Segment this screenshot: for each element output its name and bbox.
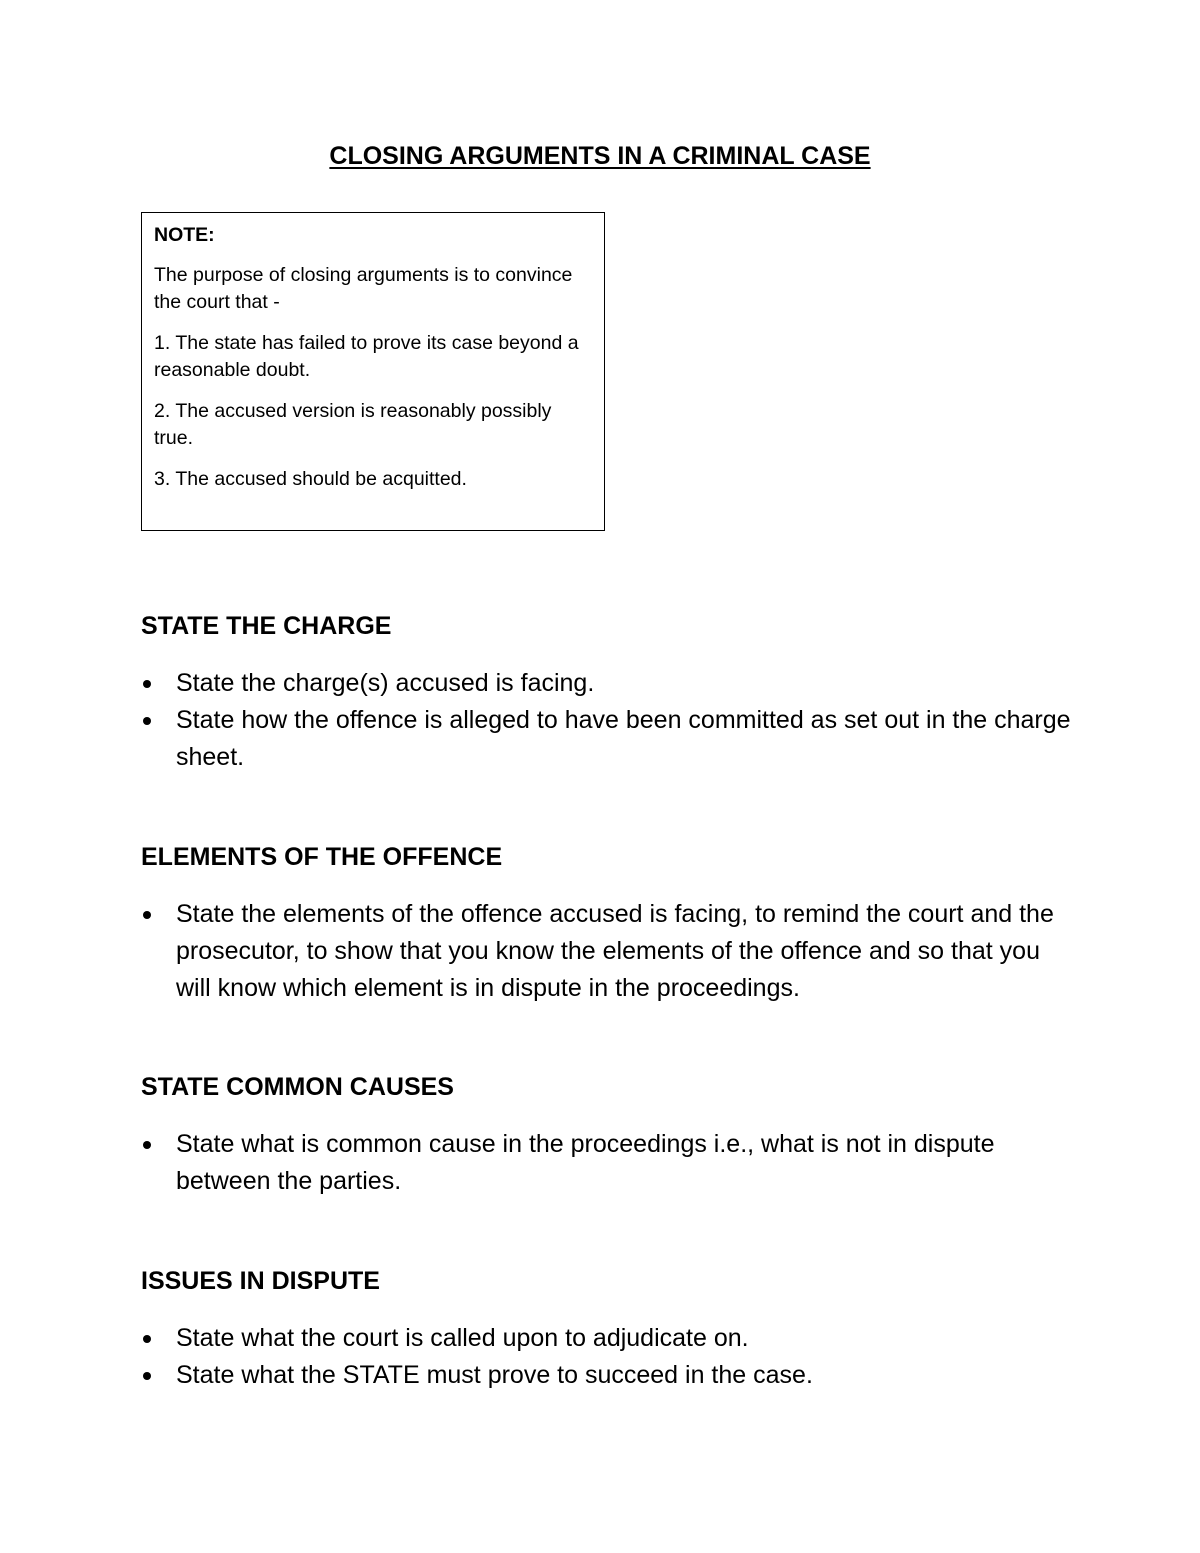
bullet-icon [143, 680, 151, 688]
bullet-icon [143, 1141, 151, 1149]
section-heading: STATE COMMON CAUSES [141, 1073, 454, 1101]
page-title: CLOSING ARGUMENTS IN A CRIMINAL CASE [329, 142, 871, 170]
section-heading: STATE THE CHARGE [141, 612, 392, 640]
note-point-2: 2. The accused version is reasonably possibly true. [154, 400, 552, 449]
bullet-list [141, 665, 1081, 776]
list-item-text: State the charge(s) accused is facing. [176, 669, 595, 697]
bullet-icon [143, 1335, 151, 1343]
list-item [141, 1357, 1081, 1394]
list-item-text: State how the offence is alleged to have been committed as set out in the charge sheet. [176, 706, 1071, 771]
section-issues-in-dispute [141, 1266, 1081, 1394]
note-paragraph-intro: The purpose of closing arguments is to convince the court that - [154, 264, 573, 313]
note-point-1: 1. The state has failed to prove its case beyond a reasonable doubt. [154, 332, 579, 381]
bullet-list [141, 1126, 1081, 1200]
list-item-text: State the elements of the offence accused is facing, to remind the court and the prosecutor, to show that you know the elements of the offence and so that you will know which element is in dispute in the proceedings. [176, 900, 1054, 1002]
bullet-list [141, 1320, 1081, 1394]
bullet-icon [143, 717, 151, 725]
note-point-3: 3. The accused should be acquitted. [154, 468, 467, 490]
section-heading: ISSUES IN DISPUTE [141, 1267, 380, 1295]
section-elements-of-the-offence [141, 842, 1081, 1007]
section-state-the-charge [141, 611, 1081, 776]
section-heading: ELEMENTS OF THE OFFENCE [141, 843, 503, 871]
bullet-icon [143, 911, 151, 919]
list-item [141, 1126, 1081, 1200]
list-item [141, 702, 1081, 776]
list-item [141, 1320, 1081, 1357]
note-heading: NOTE: [154, 224, 215, 246]
list-item-text: State what is common cause in the proceedings i.e., what is not in dispute between the parties. [176, 1130, 995, 1195]
list-item [141, 896, 1081, 1007]
list-item [141, 665, 1081, 702]
bullet-icon [143, 1372, 151, 1380]
bullet-list [141, 896, 1081, 1007]
list-item-text: State what the court is called upon to adjudicate on. [176, 1324, 749, 1352]
list-item-text: State what the STATE must prove to succeed in the case. [176, 1361, 813, 1389]
note-box [141, 212, 605, 531]
section-state-common-causes [141, 1072, 1081, 1200]
